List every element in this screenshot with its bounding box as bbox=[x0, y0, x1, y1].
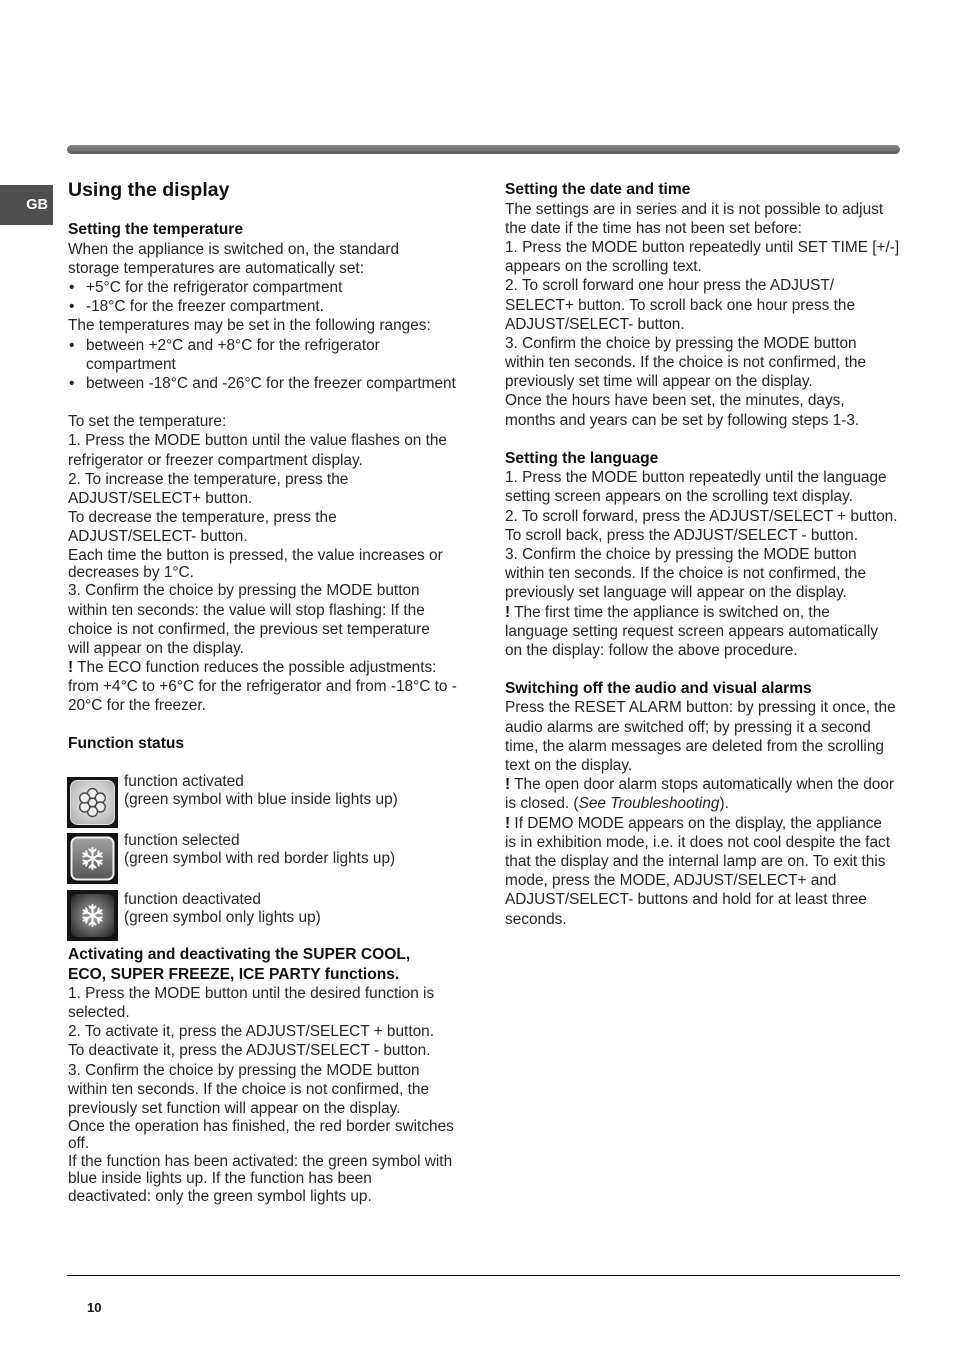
step-line: ADJUST/SELECT+ button. bbox=[68, 490, 253, 508]
text-line: ADJUST/SELECT- button. bbox=[68, 528, 248, 546]
state-detail: (green symbol only lights up) bbox=[124, 909, 321, 927]
text-line: deactivated: only the green symbol lights up. bbox=[68, 1187, 372, 1205]
function-status-section bbox=[68, 734, 184, 753]
step-line: 3. Confirm the choice by pressing the MODE button bbox=[505, 334, 857, 352]
note-line: ADJUST/SELECT- buttons and hold for at least three bbox=[505, 891, 867, 909]
note-line: is in exhibition mode, i.e. it does not cool despite the fact bbox=[505, 833, 890, 851]
step-line: 1. Press the MODE button until the value flashes on the bbox=[68, 432, 447, 450]
note-line: 20°C for the freezer. bbox=[68, 697, 206, 715]
special-functions-section bbox=[68, 945, 454, 1205]
note-text: is closed. ( bbox=[505, 795, 579, 813]
note-line bbox=[505, 775, 899, 794]
bullet-item: • between +2°C and +8°C for the refrigerator bbox=[68, 336, 457, 355]
step-line: previously set language will appear on the display. bbox=[505, 584, 847, 602]
step-line: 2. To scroll forward, press the ADJUST/SELECT + button. bbox=[505, 507, 898, 525]
step-line: previously set function will appear on the display. bbox=[68, 1099, 401, 1117]
step-line: ADJUST/SELECT- button. bbox=[505, 315, 685, 333]
language-tab: GB bbox=[0, 185, 53, 225]
function-status-heading: Function status bbox=[68, 735, 185, 753]
note-text: The first time the appliance is switched on, the bbox=[514, 603, 830, 621]
page-number: 10 bbox=[87, 1300, 102, 1315]
note-mark: ! bbox=[505, 814, 511, 832]
cross-reference: See Troubleshooting bbox=[578, 795, 720, 813]
note-text: The ECO function reduces the possible adjustments: bbox=[77, 659, 437, 677]
note-line: that the display and the internal lamp are on. To exit this bbox=[505, 852, 886, 870]
note-line bbox=[505, 603, 899, 622]
note-text: ). bbox=[719, 795, 729, 813]
text-line: The settings are in series and it is not possible to adjust bbox=[505, 200, 884, 218]
bullet-item-continued: compartment bbox=[86, 355, 176, 373]
text-line: If the function has been activated: the green symbol with bbox=[68, 1152, 453, 1170]
step-line: 1. Press the MODE button until the desired function is bbox=[68, 984, 435, 1002]
note-line: from +4°C to +6°C for the refrigerator and from -18°C to - bbox=[68, 678, 457, 696]
text-line: the date if the time has not been set before: bbox=[505, 219, 802, 237]
snowflake-activated-icon bbox=[67, 777, 118, 828]
snowflake-deactivated-icon bbox=[67, 890, 118, 941]
step-line: 2. To scroll forward one hour press the ADJUST/ bbox=[505, 277, 835, 295]
step-line: within ten seconds. If the choice is not confirmed, the bbox=[68, 1080, 430, 1098]
text-line: The temperatures may be set in the following ranges: bbox=[68, 317, 431, 335]
step-line: 1. Press the MODE button repeatedly until SET TIME [+/-] bbox=[505, 238, 900, 256]
special-functions-heading: ECO, SUPER FREEZE, ICE PARTY functions. bbox=[68, 965, 400, 983]
increment-paragraph bbox=[68, 547, 457, 582]
step-line: SELECT+ button. To scroll back one hour press the bbox=[505, 296, 856, 314]
step-line: To deactivate it, press the ADJUST/SELECT - button. bbox=[68, 1042, 431, 1060]
note-line: seconds. bbox=[505, 910, 567, 928]
step-line: will appear on the display. bbox=[68, 639, 244, 657]
note-mark: ! bbox=[68, 659, 74, 677]
paragraph-gap bbox=[505, 660, 899, 679]
note-mark: ! bbox=[505, 776, 511, 794]
text-line: text on the display. bbox=[505, 757, 633, 775]
text-line: Once the hours have been set, the minutes, days, bbox=[505, 392, 845, 410]
text-line: blue inside lights up. If the function has been bbox=[68, 1170, 372, 1188]
note-line: on the display: follow the above procedure. bbox=[505, 641, 798, 659]
alarms-heading: Switching off the audio and visual alarms bbox=[505, 680, 812, 698]
note-text: If DEMO MODE appears on the display, the appliance bbox=[514, 814, 882, 832]
note-line: language setting request screen appears automatically bbox=[505, 622, 879, 640]
step-line: within ten seconds. If the choice is not confirmed, the bbox=[505, 565, 867, 583]
language-section bbox=[505, 449, 899, 660]
text-line: storage temperatures are automatically set: bbox=[68, 259, 364, 277]
section-title: Using the display bbox=[68, 179, 230, 201]
alarms-section bbox=[505, 679, 899, 928]
step-line: within ten seconds: the value will stop flashing: If the bbox=[68, 601, 425, 619]
step-line: 3. Confirm the choice by pressing the MODE button bbox=[68, 582, 420, 600]
result-paragraph bbox=[68, 1118, 454, 1205]
text-line: Press the RESET ALARM button: by pressing it once, the bbox=[505, 699, 896, 717]
step-line: refrigerator or freezer compartment display. bbox=[68, 451, 363, 469]
text-line: To set the temperature: bbox=[68, 413, 227, 431]
state-label: function activated bbox=[124, 773, 244, 790]
text-line: To decrease the temperature, press the bbox=[68, 509, 337, 527]
step-line: choice is not confirmed, the previous set temperature bbox=[68, 620, 430, 638]
text-line: off. bbox=[68, 1135, 90, 1153]
step-line: 3. Confirm the choice by pressing the MODE button bbox=[68, 1061, 420, 1079]
step-line: To scroll back, press the ADJUST/SELECT - button. bbox=[505, 526, 858, 544]
text-line: When the appliance is switched on, the standard bbox=[68, 240, 400, 258]
state-description bbox=[124, 891, 321, 928]
bullet-item: • between -18°C and -26°C for the freezer compartment bbox=[68, 374, 457, 393]
state-detail: (green symbol with red border lights up) bbox=[124, 850, 396, 868]
step-line: 2. To increase the temperature, press the bbox=[68, 470, 349, 488]
step-line: setting screen appears on the scrolling text display. bbox=[505, 488, 853, 506]
paragraph-gap bbox=[68, 393, 457, 412]
note-line bbox=[68, 658, 457, 677]
state-description bbox=[124, 773, 398, 810]
text-line: months and years can be set by following steps 1-3. bbox=[505, 411, 860, 429]
paragraph-gap bbox=[505, 430, 899, 449]
step-line: 3. Confirm the choice by pressing the MODE button bbox=[505, 545, 857, 563]
note-line: mode, press the MODE, ADJUST/SELECT+ and bbox=[505, 872, 837, 890]
text-line: audio alarms are switched off; by pressing it a second bbox=[505, 718, 871, 736]
note-text: The open door alarm stops automatically when the door bbox=[514, 776, 894, 794]
footer-rule bbox=[67, 1275, 900, 1276]
note-mark: ! bbox=[505, 603, 511, 621]
step-line: 1. Press the MODE button repeatedly until the language bbox=[505, 469, 887, 487]
date-time-section bbox=[505, 180, 899, 429]
step-line: within ten seconds. If the choice is not confirmed, the bbox=[505, 354, 867, 372]
snowflake-selected-icon bbox=[67, 833, 118, 884]
language-heading: Setting the language bbox=[505, 450, 659, 468]
temperature-section bbox=[68, 220, 457, 715]
text-line: time, the alarm messages are deleted from the scrolling bbox=[505, 737, 884, 755]
text-line: Each time the button is pressed, the value increases or bbox=[68, 546, 443, 564]
text-line: decreases by 1°C. bbox=[68, 563, 194, 581]
date-time-heading: Setting the date and time bbox=[505, 181, 691, 199]
special-functions-heading: Activating and deactivating the SUPER COOL, bbox=[68, 946, 411, 964]
state-label: function deactivated bbox=[124, 891, 261, 908]
step-line: selected. bbox=[68, 1003, 130, 1021]
state-detail: (green symbol with blue inside lights up) bbox=[124, 791, 398, 809]
bullet-item: • -18°C for the freezer compartment. bbox=[68, 297, 457, 316]
step-line: previously set time will appear on the display. bbox=[505, 373, 813, 391]
state-label: function selected bbox=[124, 832, 240, 849]
note-line bbox=[505, 814, 899, 833]
note-line bbox=[505, 794, 899, 813]
text-line: Once the operation has finished, the red border switches bbox=[68, 1118, 454, 1136]
header-rule bbox=[67, 145, 900, 154]
step-line: 2. To activate it, press the ADJUST/SELECT + button. bbox=[68, 1023, 434, 1041]
temperature-heading: Setting the temperature bbox=[68, 221, 244, 239]
right-column bbox=[505, 180, 899, 928]
state-description bbox=[124, 832, 395, 869]
bullet-item: • +5°C for the refrigerator compartment bbox=[68, 278, 457, 297]
step-line: appears on the scrolling text. bbox=[505, 258, 702, 276]
